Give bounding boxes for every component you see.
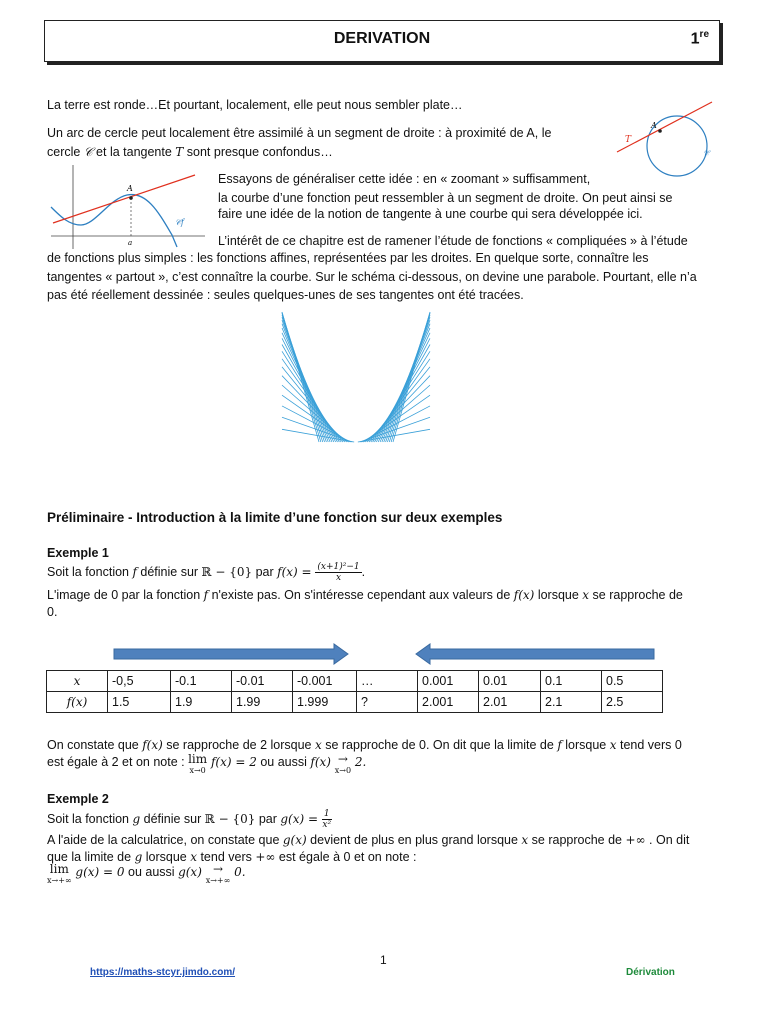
table-cell: -0,5	[108, 671, 171, 692]
example-1-conclusion-2: est égale à 2 et on note : lim x→0 f(x) = 2 ou aussi f(x) → x→0 2.	[47, 752, 367, 775]
tangent-line	[393, 312, 430, 442]
intro-line-4: la courbe d’une fonction peut ressembler à un segment de droite. On peut ainsi se	[218, 191, 673, 205]
example-1-heading: Exemple 1	[47, 546, 109, 560]
intro-line-7: de fonctions plus simples : les fonctions affines, représentées par les droites. En quelque sorte, connaître les	[47, 251, 649, 265]
intro-line-2b: cercle 𝒞 et la tangente T sont presque confondus…	[47, 145, 333, 159]
arrow-right	[112, 642, 350, 666]
circle-tangent-figure	[615, 100, 715, 180]
table-row-x	[47, 671, 663, 692]
table-cell: 2.001	[418, 692, 479, 713]
function-tangent-figure	[47, 163, 207, 251]
tangent-line	[282, 333, 334, 442]
table-cell: …	[357, 671, 418, 692]
tangent-label: T	[625, 135, 632, 145]
footer-link[interactable]: https://maths-stcyr.jimdo.com/	[90, 967, 236, 978]
point-a	[129, 196, 133, 200]
table-cell: 0.5	[602, 671, 663, 692]
curve-label: 𝒞f	[175, 218, 184, 227]
table-row-fx	[47, 692, 663, 713]
parabola-tangents-figure	[280, 308, 432, 446]
section-title: Préliminaire - Introduction à la limite d’une fonction sur deux exemples	[47, 510, 503, 525]
example-1-line-2: L'image de 0 par la fonction f n'existe pas. On s'intéresse cependant aux valeurs de f(x) lorsque x se rapproche de	[47, 588, 683, 602]
table-cell: 0.001	[418, 671, 479, 692]
intro-line-5: faire une idée de la notion de tangente à une courbe qui sera développée ici.	[218, 207, 643, 221]
title-box	[44, 20, 720, 62]
footer-chapter: Dérivation	[626, 967, 675, 978]
table-cell: 1.99	[232, 692, 293, 713]
table-cell: -0.1	[171, 671, 232, 692]
intro-line-2a: Un arc de cercle peut localement être assimilé à un segment de droite : à proximité de A, le	[47, 126, 552, 140]
intro-line-9: pas été réellement dessinée : seules quelques-unes de ses tangentes ont été tracées.	[47, 288, 524, 302]
intro-line-1: La terre est ronde…Et pourtant, localement, elle peut nous sembler plate…	[47, 98, 463, 112]
point-a	[658, 129, 662, 133]
example-2-line-2: A l'aide de la calculatrice, on constate que g(x) devient de plus en plus grand lorsque x se rapproche de +∞ . On dit	[47, 833, 690, 847]
level-label: 1re	[690, 29, 709, 48]
circle-label: 𝒞	[703, 149, 709, 158]
page-title: DERIVATION	[333, 30, 431, 47]
arrow-left	[414, 642, 656, 666]
table-cell: 0.1	[541, 671, 602, 692]
example-1-line-3: 0.	[47, 605, 58, 619]
table-cell: 1.5	[108, 692, 171, 713]
example-1-definition: Soit la fonction f définie sur ℝ − {0} par f(x) = $\frac{\text{(x+1)²−1}}{x}$ .	[47, 562, 366, 583]
row-x-label: x	[47, 671, 108, 692]
tangent-line	[617, 102, 712, 152]
intro-line-6: L’intérêt de ce chapitre est de ramener l’étude de fonctions « compliquées » à l’étude	[218, 234, 688, 248]
intro-line-8: tangentes « partout », c’est connaître la courbe. Sur le schéma ci-dessous, on devine une parabole. Pourtant, elle n’a	[47, 270, 697, 284]
table-cell: 0.01	[479, 671, 541, 692]
table-cell: ?	[357, 692, 418, 713]
table-cell: 1.9	[171, 692, 232, 713]
table-cell: -0.001	[293, 671, 357, 692]
example-2-definition: Soit la fonction g définie sur ℝ − {0} par g(x) = $\frac{1}{\text{x²}}$	[47, 809, 332, 830]
table-cell: 2.01	[479, 692, 541, 713]
point-a-label: A	[127, 184, 133, 193]
intro-line-3: Essayons de généraliser cette idée : en « zoomant » suffisamment,	[218, 172, 591, 186]
table-cell: 2.1	[541, 692, 602, 713]
axis-a-label: a	[128, 239, 133, 247]
table-cell: -0.01	[232, 671, 293, 692]
table-cell: 1.999	[293, 692, 357, 713]
point-a-label: A	[651, 121, 657, 130]
example-1-conclusion-1: On constate que f(x) se rapproche de 2 lorsque x se rapproche de 0. On dit que la limite de f lorsque x tend vers 0	[47, 738, 682, 752]
example-2-line-4: lim x→+∞ g(x) = 0 ou aussi g(x) → x→+∞ 0.	[47, 862, 246, 885]
function-tangent-line	[53, 175, 195, 223]
values-table	[46, 670, 663, 713]
example-2-heading: Exemple 2	[47, 792, 109, 806]
table-cell: 2.5	[602, 692, 663, 713]
page-number: 1	[380, 953, 387, 967]
row-fx-label: f(x)	[47, 692, 108, 713]
example-2-line-3: que la limite de g lorsque x tend vers +∞ est égale à 0 et on note :	[47, 850, 417, 864]
